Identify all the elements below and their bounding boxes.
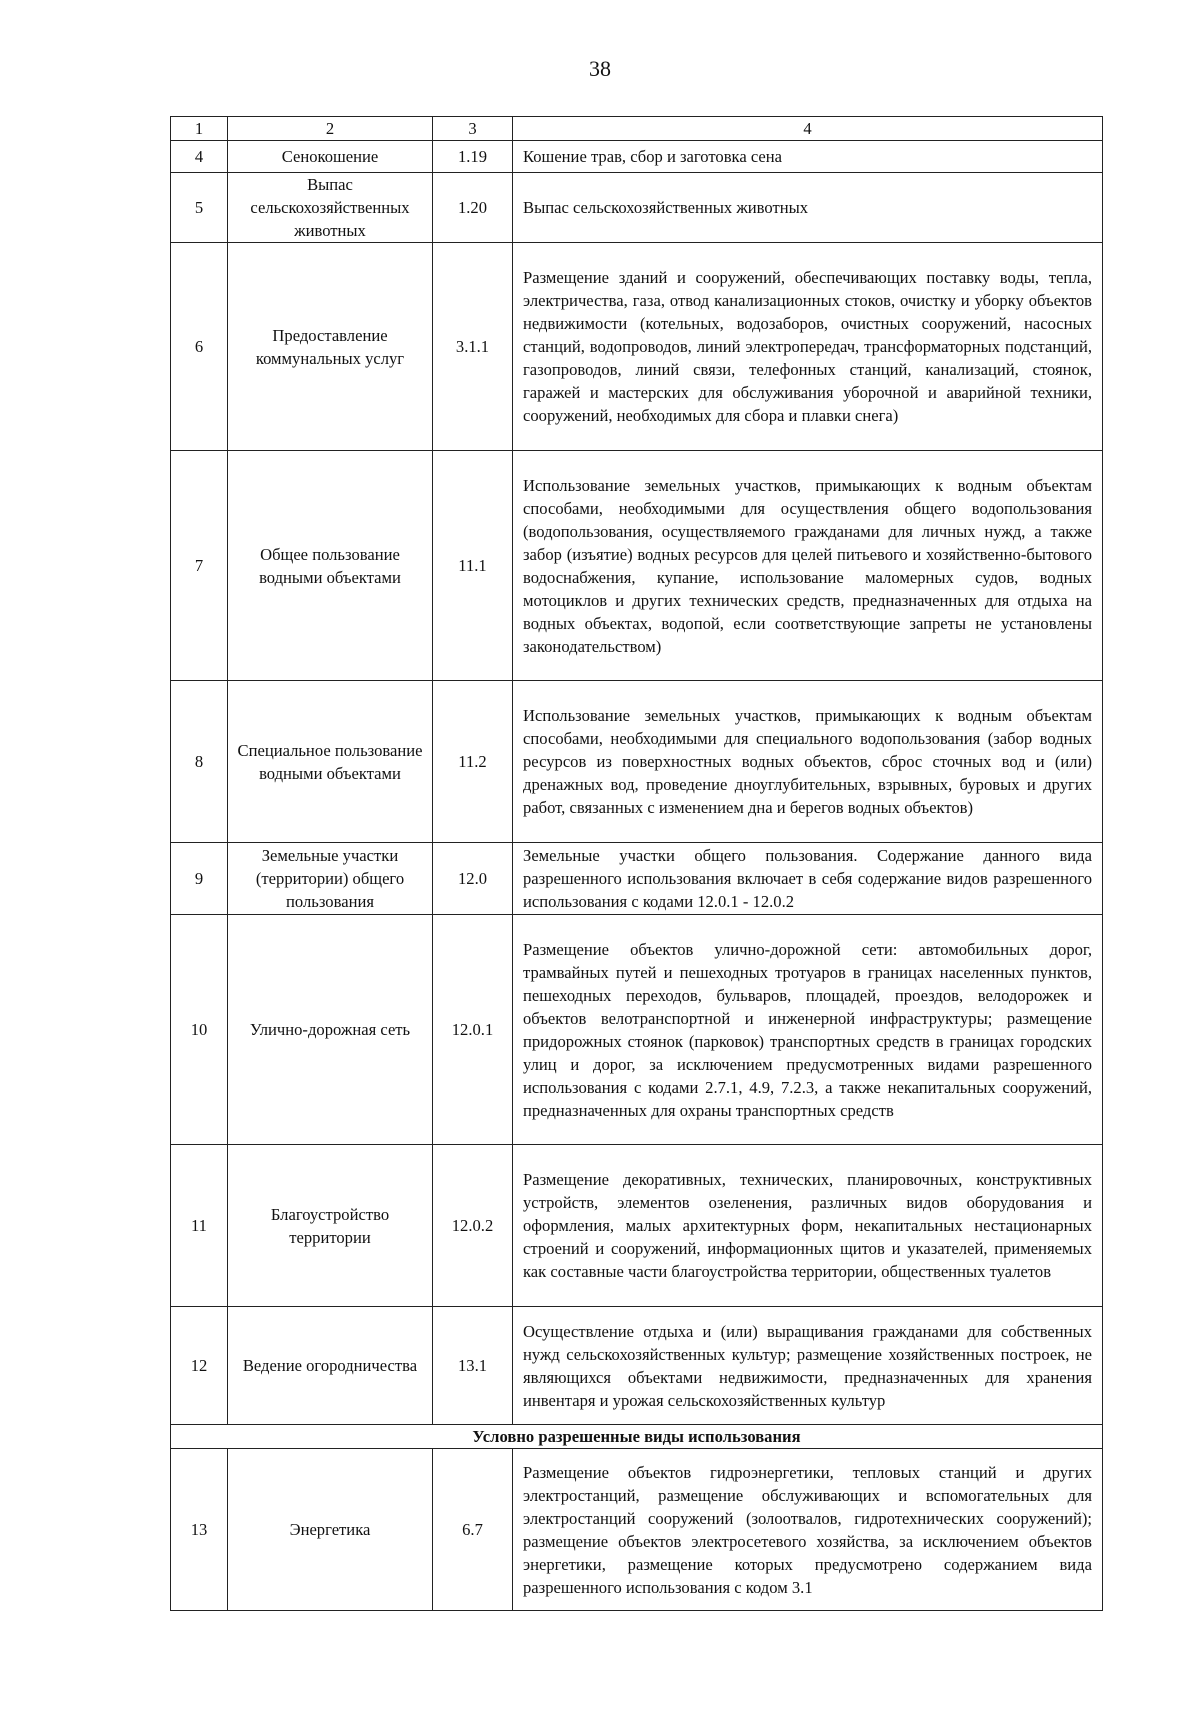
use-type-description: Выпас сельскохозяйственных животных: [513, 173, 1103, 243]
row-number: 10: [171, 915, 228, 1145]
use-type-description: Земельные участки общего пользования. Содержание данного вида разрешенного использования включает в себя содержание видов разрешенного использования с кодами 12.0.1 - 12.0.2: [513, 843, 1103, 915]
use-type-description: Размещение декоративных, технических, планировочных, конструктивных устройств, элементов озеленения, различных видов оборудования и оформления, малых архитектурных форм, некапитальных нестационарных строений и сооружений, информационных щитов и указателей, применяемых как составные части благоустройства территории, общественных туалетов: [513, 1145, 1103, 1307]
use-type-description: Размещение зданий и сооружений, обеспечивающих поставку воды, тепла, электричества, газа, отвод канализационных стоков, очистку и уборку объектов недвижимости (котельных, водозаборов, очистных сооружений, насосных станций, водопроводов, линий электропередач, трансформаторных подстанций, газопроводов, линий связи, телефонных станций, канализаций, стоянок, гаражей и мастерских для обслуживания уборочной и аварийной техники, сооружений, необходимых для сбора и плавки снега): [513, 243, 1103, 451]
use-type-name: Благоустройство территории: [228, 1145, 433, 1307]
row-number: 6: [171, 243, 228, 451]
page-number: 38: [589, 56, 611, 81]
use-type-description: Размещение объектов улично-дорожной сети: автомобильных дорог, трамвайных путей и пешеходных тротуаров в границах населенных пунктов, пешеходных переходов, бульваров, площадей, проездов, велодорожек и объектов велотранспортной и инженерной инфраструктуры; размещение придорожных стоянок (парковок) транспортных средств в границах городских улиц и дорог, за исключением предусмотренных видами разрешенного использования с кодами 2.7.1, 4.9, 7.2.3, а также некапитальных сооружений, предназначенных для охраны транспортных средств: [513, 915, 1103, 1145]
row-number: 9: [171, 843, 228, 915]
table-row: [171, 1145, 1103, 1307]
header-row: [171, 117, 1103, 141]
use-type-name: Земельные участки (территории) общего пользования: [228, 843, 433, 915]
row-number: 12: [171, 1307, 228, 1425]
use-type-code: 6.7: [433, 1449, 513, 1611]
use-type-code: 12.0.1: [433, 915, 513, 1145]
use-type-code: 11.1: [433, 451, 513, 681]
use-type-code: 13.1: [433, 1307, 513, 1425]
use-type-description: Размещение объектов гидроэнергетики, тепловых станций и других электростанций, размещение обслуживающих и вспомогательных для электростанций сооружений (золоотвалов, гидротехнических сооружений); размещение объектов электросетевого хозяйства, за исключением объектов энергетики, размещение которых предусмотрено содержанием вида разрешенного использования с кодом 3.1: [513, 1449, 1103, 1611]
header-cell: 3: [433, 117, 513, 141]
section-row: [171, 1425, 1103, 1449]
use-type-description: Использование земельных участков, примыкающих к водным объектам способами, необходимыми для специального водопользования (забор водных ресурсов из поверхностных водных объектов, сброс сточных вод и (или) дренажных вод, проведение дноуглубительных, взрывных, буровых и других работ, связанных с изменением дна и берегов водных объектов): [513, 681, 1103, 843]
row-number: 4: [171, 141, 228, 173]
row-number: 11: [171, 1145, 228, 1307]
table-row: [171, 843, 1103, 915]
row-number: 8: [171, 681, 228, 843]
use-type-code: 1.19: [433, 141, 513, 173]
use-type-code: 12.0: [433, 843, 513, 915]
section-title: Условно разрешенные виды использования: [171, 1425, 1103, 1449]
land-use-table: [170, 116, 1103, 1611]
use-type-code: 1.20: [433, 173, 513, 243]
use-type-name: Предоставление коммунальных услуг: [228, 243, 433, 451]
use-type-name: Сенокошение: [228, 141, 433, 173]
use-type-description: Осуществление отдыха и (или) выращивания гражданами для собственных нужд сельскохозяйственных культур; размещение хозяйственных построек, не являющихся объектами недвижимости, предназначенных для хранения инвентаря и урожая сельскохозяйственных культур: [513, 1307, 1103, 1425]
header-cell: 4: [513, 117, 1103, 141]
row-number: 5: [171, 173, 228, 243]
table-row: [171, 141, 1103, 173]
header-cell: 2: [228, 117, 433, 141]
use-type-code: 12.0.2: [433, 1145, 513, 1307]
use-type-name: Ведение огородничества: [228, 1307, 433, 1425]
use-type-code: 11.2: [433, 681, 513, 843]
table-row: [171, 1449, 1103, 1611]
use-type-name: Улично-дорожная сеть: [228, 915, 433, 1145]
use-type-name: Специальное пользование водными объектами: [228, 681, 433, 843]
use-type-name: Выпас сельскохозяйственных животных: [228, 173, 433, 243]
use-type-description: Использование земельных участков, примыкающих к водным объектам способами, необходимыми для осуществления общего водопользования (водопользования, осуществляемого гражданами для личных нужд, а также забор (изъятие) водных ресурсов для целей питьевого и хозяйственно-бытового водоснабжения, купание, использование маломерных судов, водных мотоциклов и других технических средств, предназначенных для отдыха на водных объектах, водопой, если соответствующие запреты не установлены законодательством): [513, 451, 1103, 681]
table-row: [171, 451, 1103, 681]
table-row: [171, 243, 1103, 451]
table-row: [171, 1307, 1103, 1425]
table-row: [171, 681, 1103, 843]
row-number: 13: [171, 1449, 228, 1611]
use-type-description: Кошение трав, сбор и заготовка сена: [513, 141, 1103, 173]
table-row: [171, 173, 1103, 243]
use-type-name: Общее пользование водными объектами: [228, 451, 433, 681]
header-cell: 1: [171, 117, 228, 141]
use-type-code: 3.1.1: [433, 243, 513, 451]
use-type-name: Энергетика: [228, 1449, 433, 1611]
row-number: 7: [171, 451, 228, 681]
table-row: [171, 915, 1103, 1145]
